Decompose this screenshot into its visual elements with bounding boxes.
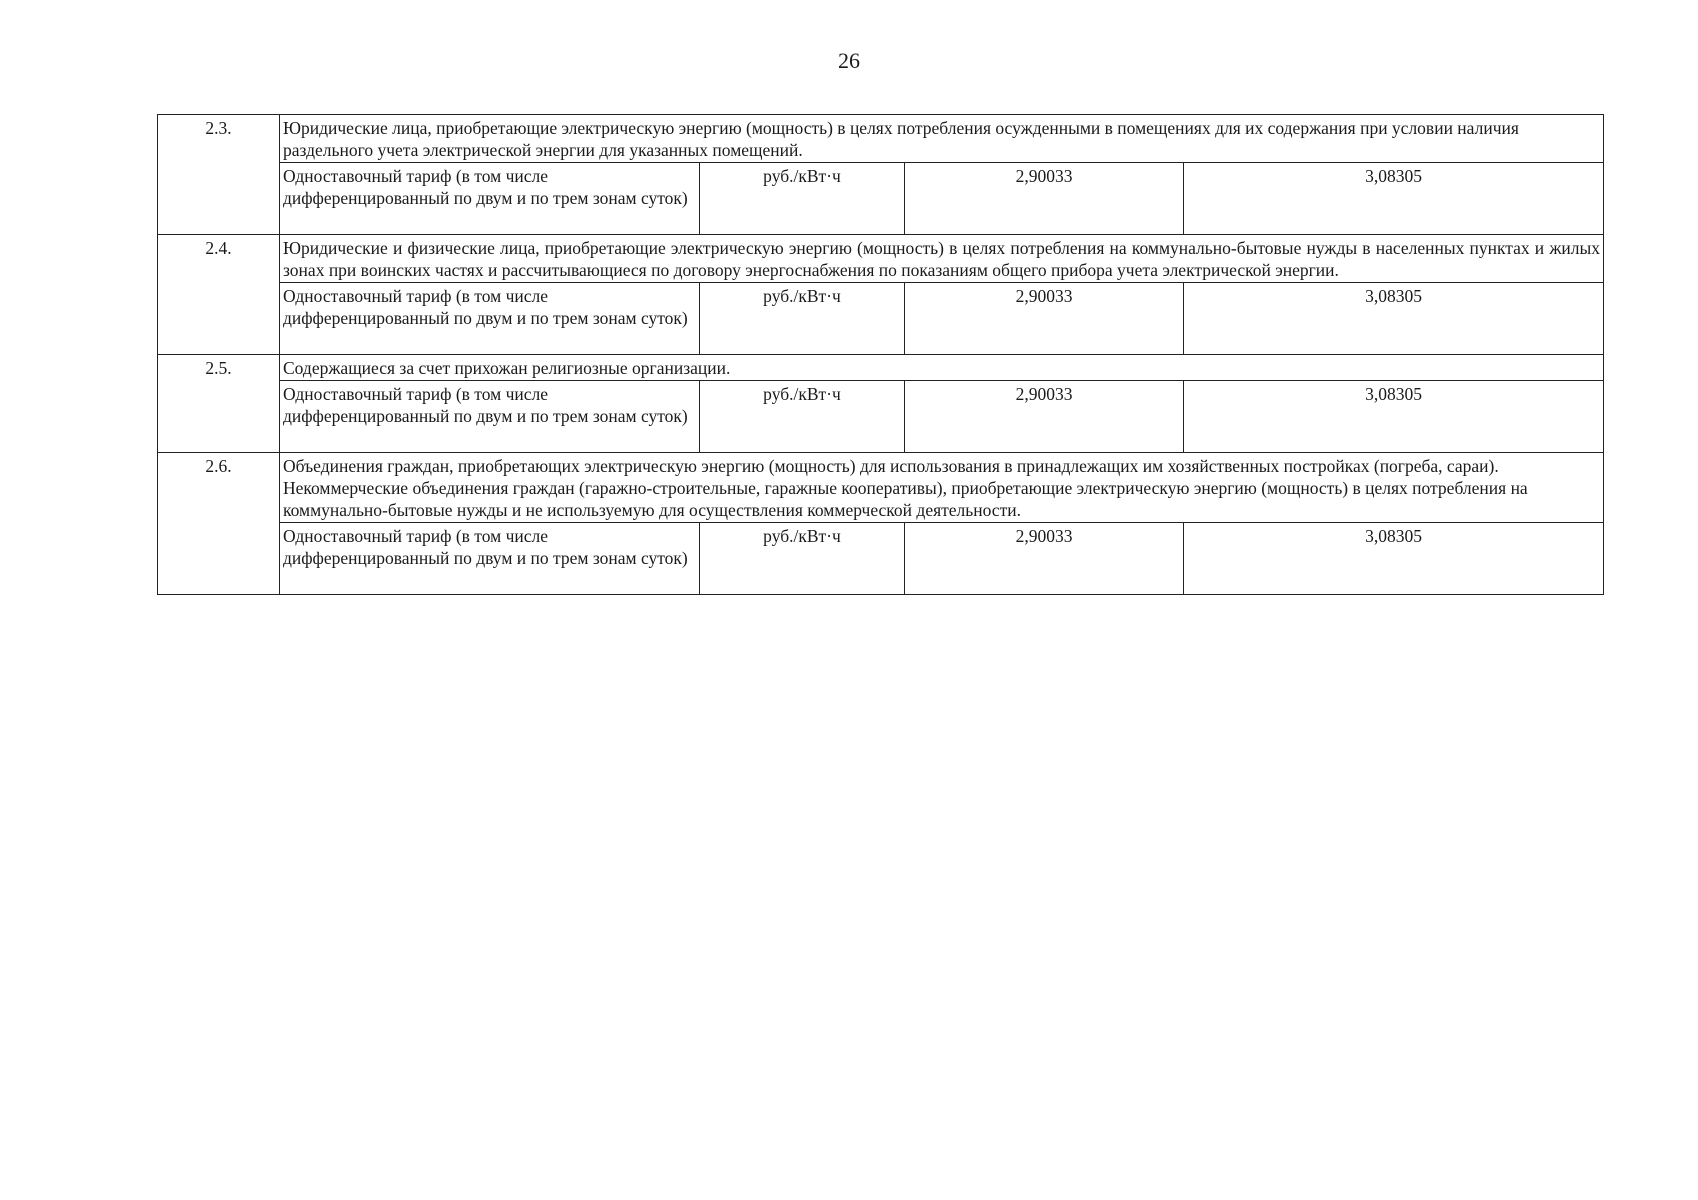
tariff-row <box>158 381 1604 453</box>
tariff-value-2: 3,08305 <box>1184 163 1604 235</box>
description-line: Содержащиеся за счет прихожан религиозные организации. <box>283 358 731 378</box>
tariff-value-2: 3,08305 <box>1184 283 1604 355</box>
tariff-value-2: 3,08305 <box>1184 381 1604 453</box>
category-row <box>158 453 1604 523</box>
row-number: 2.4. <box>158 235 280 355</box>
tariff-unit: руб./кВт·ч <box>700 283 905 355</box>
tariff-value-1: 2,90033 <box>905 283 1184 355</box>
tariff-name: Одноставочный тариф (в том числе дифференцированный по двум и по трем зонам суток) <box>280 523 700 595</box>
tariff-unit: руб./кВт·ч <box>700 381 905 453</box>
tariff-name: Одноставочный тариф (в том числе дифференцированный по двум и по трем зонам суток) <box>280 283 700 355</box>
category-row <box>158 355 1604 381</box>
category-description <box>280 453 1604 523</box>
tariff-unit: руб./кВт·ч <box>700 163 905 235</box>
category-description <box>280 355 1604 381</box>
tariff-value-2: 3,08305 <box>1184 523 1604 595</box>
category-row <box>158 115 1604 163</box>
row-number: 2.3. <box>158 115 280 235</box>
tariff-name: Одноставочный тариф (в том числе дифференцированный по двум и по трем зонам суток) <box>280 381 700 453</box>
row-number: 2.5. <box>158 355 280 453</box>
row-number: 2.6. <box>158 453 280 595</box>
page-number: 26 <box>838 48 860 73</box>
tariff-value-1: 2,90033 <box>905 523 1184 595</box>
category-description <box>280 235 1604 283</box>
tariff-name: Одноставочный тариф (в том числе дифференцированный по двум и по трем зонам суток) <box>280 163 700 235</box>
tariff-row <box>158 283 1604 355</box>
tariff-unit: руб./кВт·ч <box>700 523 905 595</box>
tariff-row <box>158 523 1604 595</box>
tariff-row <box>158 163 1604 235</box>
tariff-value-1: 2,90033 <box>905 163 1184 235</box>
category-description <box>280 115 1604 163</box>
description-line: Объединения граждан, приобретающих электрическую энергию (мощность) для использования в принадлежащих им хозяйственных постройках (погреба, сараи). <box>283 456 1499 476</box>
tariff-value-1: 2,90033 <box>905 381 1184 453</box>
tariff-table <box>157 114 1604 595</box>
category-row <box>158 235 1604 283</box>
description-line: Некоммерческие объединения граждан (гаражно-строительные, гаражные кооперативы), приобретающие электрическую энергию (мощность) в целях потребления на коммунально-бытовые нужды и не используемую для осуществления коммерческой деятельности. <box>283 478 1528 520</box>
description-line: Юридические лица, приобретающие электрическую энергию (мощность) в целях потребления осужденными в помещениях для их содержания при условии наличия раздельного учета электрической энергии для указанных помещений. <box>283 118 1519 160</box>
description-line: Юридические и физические лица, приобретающие электрическую энергию (мощность) в целях потребления на коммунально-бытовые нужды в населенных пунктах и жилых зонах при воинских частях и рассчитывающиеся по договору энергоснабжения по показаниям общего прибора учета электрической энергии. <box>283 238 1601 280</box>
